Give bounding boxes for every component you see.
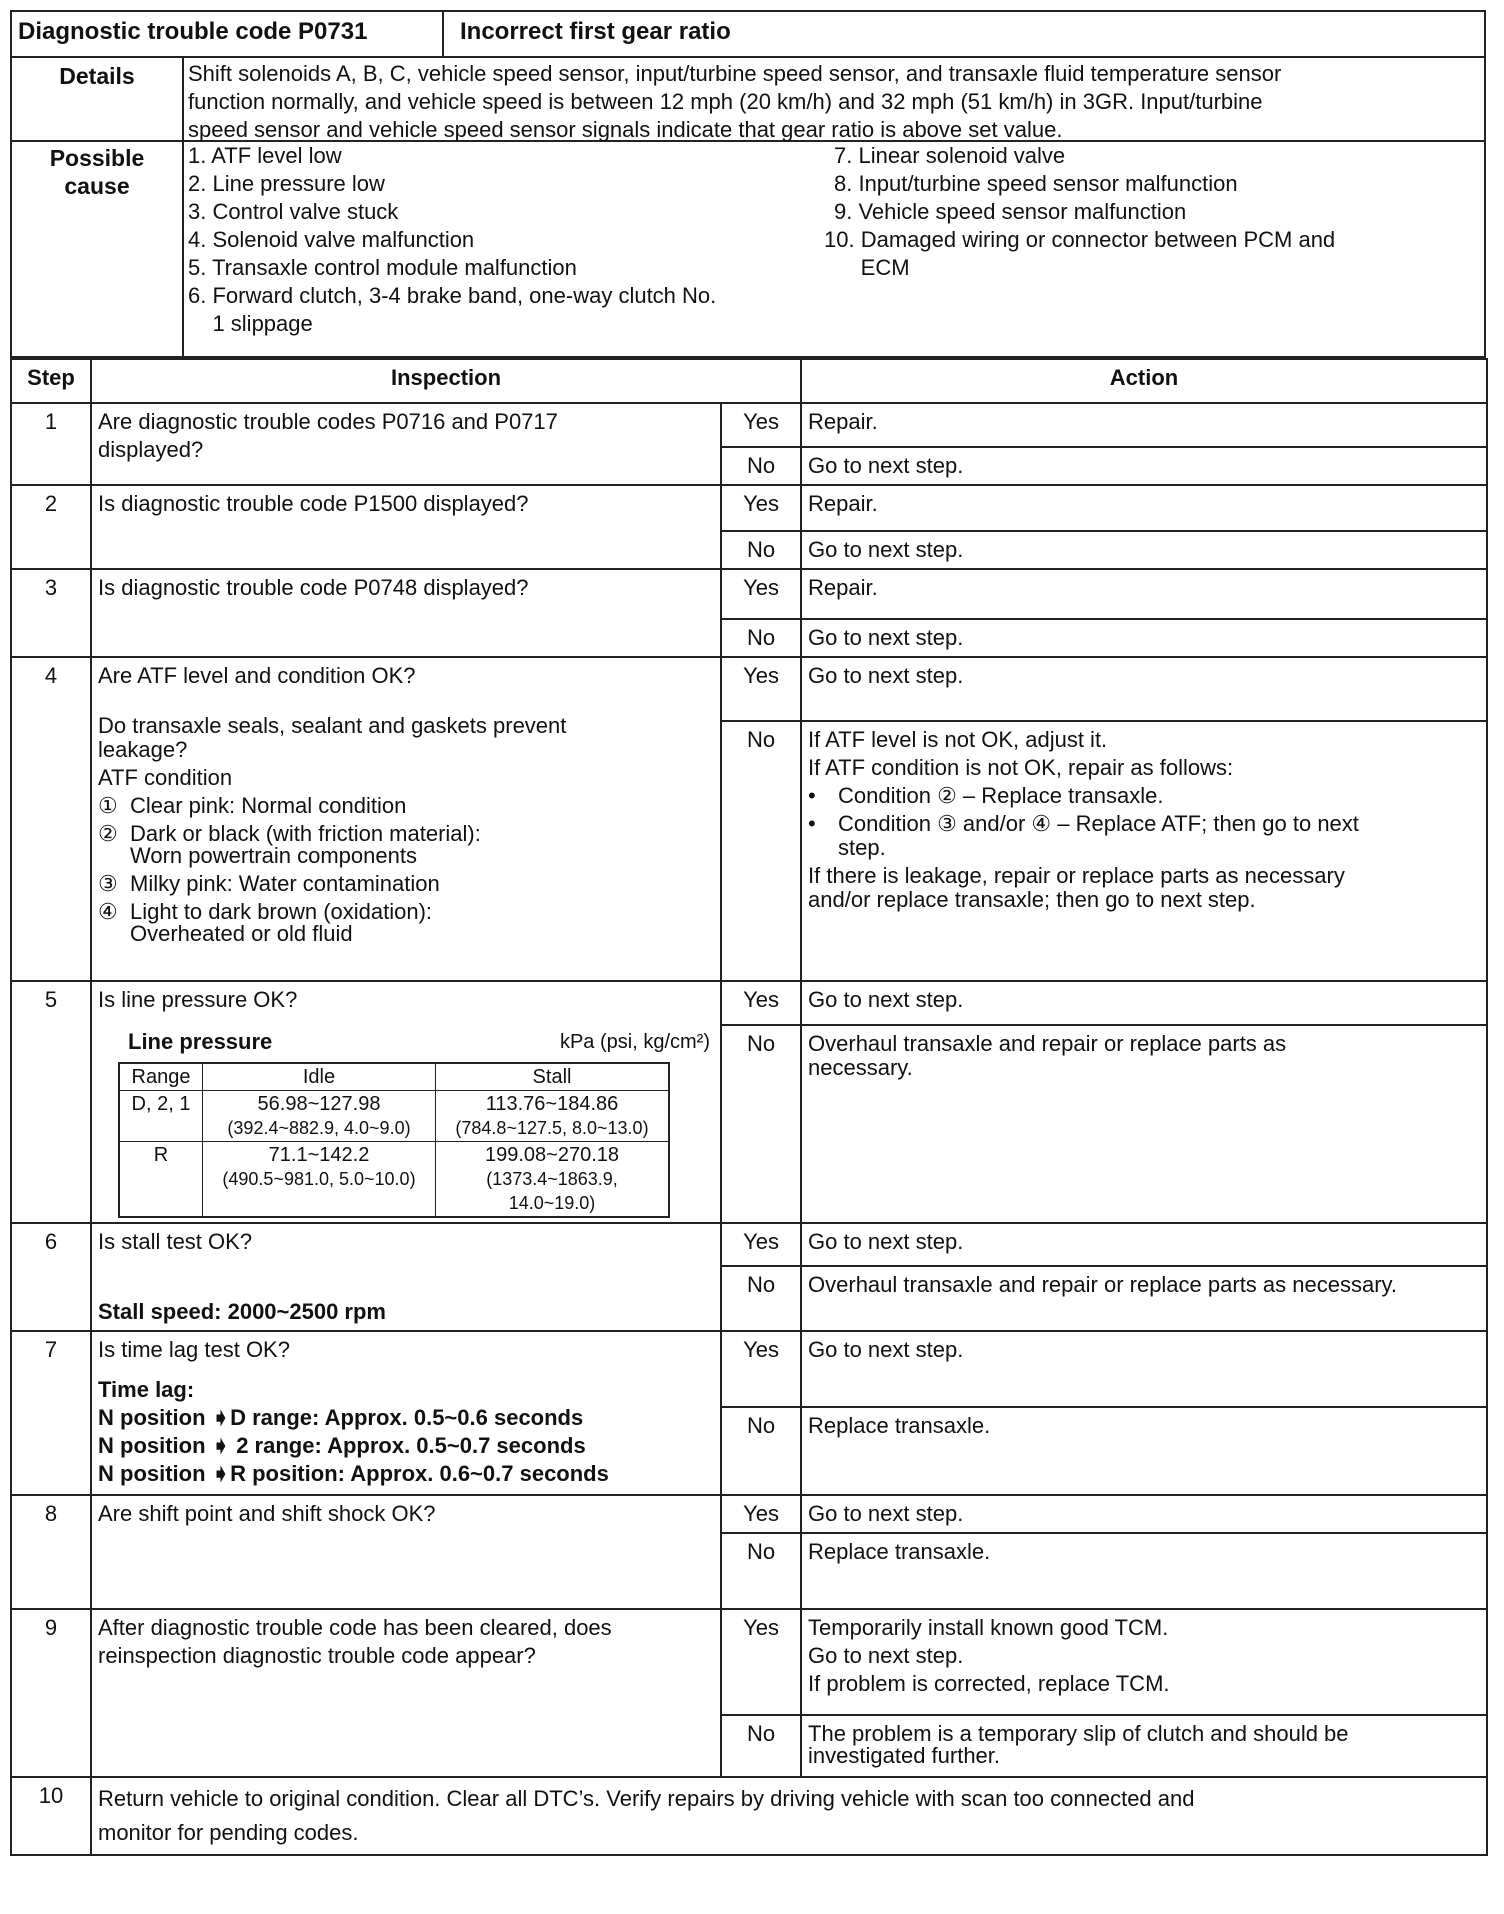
step-number: 9 [11,1609,91,1777]
dtc-code: Diagnostic trouble code P0731 [12,12,444,56]
action-yes: Repair. [801,569,1487,619]
action-bullet-item: • Condition ③ and/or ④ – Replace ATF; then go to next [808,811,1359,836]
possible-cause-label-line: Possible [49,145,145,171]
details-label: Details [59,63,135,89]
yes-label: Yes [721,403,801,447]
possible-cause-divider [182,142,184,356]
cause-item: 5. Transaxle control module malfunction [188,255,577,280]
step-number: 1 [11,403,91,485]
cause-item: 1. ATF level low [188,143,342,168]
action-no [801,1715,1487,1777]
action-text: Overhaul transaxle and repair or replace parts as [808,1031,1287,1056]
yes-label: Yes [721,485,801,531]
inspection-text: After diagnostic trouble code has been cleared, does [98,1615,612,1640]
action-text: and/or replace transaxle; then go to next step. [808,887,1256,912]
action-yes: Go to next step. [801,1495,1487,1533]
no-label: No [721,531,801,569]
atf-condition-item: ① Clear pink: Normal condition [98,793,407,818]
action-text: If ATF condition is not OK, repair as follows: [808,755,1234,780]
action-yes: Go to next step. [801,657,1487,721]
details-divider [182,58,184,140]
cause-item: 6. Forward clutch, 3-4 brake band, one-way clutch No. [188,283,717,308]
line-pressure-table [118,1062,670,1218]
atf-condition-item: ② Dark or black (with friction material): [98,821,481,846]
cause-list-right [824,142,1335,282]
inspection-cell [91,981,721,1223]
table-row [11,1223,1487,1266]
inspection-text: Is line pressure OK? [98,987,298,1012]
inspection-cell [91,1223,721,1331]
atf-condition-title: ATF condition [98,765,233,790]
cause-item: 1 slippage [188,311,313,336]
action-yes: Go to next step. [801,1223,1487,1266]
yes-label: Yes [721,657,801,721]
lp-header-cell: Stall [436,1063,670,1091]
lp-header-cell: Range [119,1063,203,1091]
step-number: 2 [11,485,91,569]
inspection-text: Do transaxle seals, sealant and gaskets prevent [98,713,567,738]
yes-label: Yes [721,1223,801,1266]
no-label: No [721,1266,801,1331]
cause-item: 9. Vehicle speed sensor malfunction [834,199,1187,224]
atf-condition-detail: Overheated or old fluid [130,921,353,946]
action-text: step. [838,835,886,860]
action-text: Go to next step. [808,1643,964,1668]
inspection-cell [91,657,721,981]
inspection-text: reinspection diagnostic trouble code appear? [98,1643,536,1668]
action-no [801,721,1487,981]
lp-row [119,1142,669,1218]
yes-label: Yes [721,1495,801,1533]
action-no: Go to next step. [801,619,1487,657]
no-label: No [721,721,801,981]
details-section [10,58,1486,142]
action-text: investigated further. [808,1743,1001,1768]
table-row [11,1777,1487,1855]
cause-item: 10. Damaged wiring or connector between PCM and [824,227,1336,252]
lp-stall: 199.08~270.18 (1373.4~1863.9, 14.0~19.0) [436,1142,670,1218]
action-no [801,1025,1487,1223]
cause-item: 7. Linear solenoid valve [834,143,1066,168]
table-row [11,403,1487,447]
step-number: 3 [11,569,91,657]
no-label: No [721,447,801,485]
table-row [11,981,1487,1025]
inspection-text: Is diagnostic trouble code P0748 displayed? [91,569,721,657]
table-row [11,485,1487,531]
details-text [188,60,1281,144]
inspection-cell [91,1609,721,1777]
inspection-text: displayed? [98,437,204,462]
inspection-text: Is time lag test OK? [98,1337,290,1362]
step-number: 6 [11,1223,91,1331]
atf-condition-detail: Worn powertrain components [130,843,417,868]
action-text: If ATF level is not OK, adjust it. [808,727,1108,752]
lp-header-cell: Idle [203,1063,436,1091]
diagnostic-sheet [10,10,1490,1900]
inspection-text: Is stall test OK? [98,1229,253,1254]
time-lag-line: N position ➧R position: Approx. 0.6~0.7 seconds [98,1461,609,1486]
cause-list-left [188,142,716,338]
cause-item: 3. Control valve stuck [188,199,399,224]
step-number: 4 [11,657,91,981]
final-step-line: Return vehicle to original condition. Clear all DTC’s. Verify repairs by driving vehicle with scan too connected and [98,1786,1195,1811]
action-text: If there is leakage, repair or replace parts as necessary [808,863,1345,888]
no-label: No [721,1407,801,1495]
inspection-text: Are diagnostic trouble codes P0716 and P0717 [98,409,558,434]
details-line: function normally, and vehicle speed is between 12 mph (20 km/h) and 32 mph (51 km/h) in 3GR. Input/turbine [188,89,1263,114]
action-yes: Repair. [801,403,1487,447]
action-yes: Go to next step. [801,1331,1487,1407]
yes-label: Yes [721,1331,801,1407]
cause-item: 8. Input/turbine speed sensor malfunction [834,171,1238,196]
step-number: 5 [11,981,91,1223]
action-yes: Go to next step. [801,981,1487,1025]
action-no: Replace transaxle. [801,1407,1487,1495]
yes-label: Yes [721,569,801,619]
no-label: No [721,1533,801,1609]
time-lag-line: N position ➧ 2 range: Approx. 0.5~0.7 seconds [98,1433,586,1458]
stall-speed-note: Stall speed: 2000~2500 rpm [98,1299,386,1324]
inspection-text: leakage? [98,737,188,762]
action-no: Go to next step. [801,447,1487,485]
step-number: 7 [11,1331,91,1495]
cause-item: 4. Solenoid valve malfunction [188,227,475,252]
no-label: No [721,1715,801,1777]
inspection-column-header: Inspection [91,359,801,403]
action-no: Overhaul transaxle and repair or replace parts as necessary. [801,1266,1487,1331]
no-label: No [721,619,801,657]
details-line: speed sensor and vehicle speed sensor signals indicate that gear ratio is above set value. [188,117,1063,142]
table-row [11,1495,1487,1533]
yes-label: Yes [721,1609,801,1715]
lp-range: D, 2, 1 [119,1091,203,1142]
lp-stall: 113.76~184.86 (784.8~127.5, 8.0~13.0) [436,1091,670,1142]
inspection-text: Are shift point and shift shock OK? [91,1495,721,1609]
lp-idle: 56.98~127.98 (392.4~882.9, 4.0~9.0) [203,1091,436,1142]
time-lag-title: Time lag: [98,1377,195,1402]
lp-header-row [119,1063,669,1091]
cause-item: 2. Line pressure low [188,171,385,196]
details-line: Shift solenoids A, B, C, vehicle speed sensor, input/turbine speed sensor, and transaxle fluid temperature sensor [188,61,1282,86]
atf-condition-item: ④ Light to dark brown (oxidation): [98,899,433,924]
table-row [11,569,1487,619]
action-no: Replace transaxle. [801,1533,1487,1609]
action-text: Temporarily install known good TCM. [808,1615,1169,1640]
table-row [11,1331,1487,1407]
line-pressure-title: Line pressure [128,1029,273,1054]
action-text: If problem is corrected, replace TCM. [808,1671,1170,1696]
steps-header-row [11,359,1487,403]
line-pressure-unit: kPa (psi, kg/cm²) [559,1031,710,1053]
yes-label: Yes [721,981,801,1025]
possible-cause-label [12,144,182,200]
action-no: Go to next step. [801,531,1487,569]
step-column-header: Step [11,359,91,403]
final-step-line: monitor for pending codes. [98,1820,359,1845]
action-column-header: Action [801,359,1487,403]
line-pressure-heading [98,1028,714,1058]
cause-item: ECM [824,255,910,280]
no-label: No [721,1025,801,1223]
action-bullet-item: • Condition ② – Replace transaxle. [808,783,1164,808]
action-yes: Repair. [801,485,1487,531]
table-row [11,657,1487,721]
dtc-description: Incorrect first gear ratio [460,18,731,45]
possible-cause-section [10,142,1486,358]
step-number: 10 [11,1777,91,1855]
possible-cause-label-line: cause [64,173,130,199]
table-row [11,1609,1487,1715]
action-yes [801,1609,1487,1715]
lp-row [119,1091,669,1142]
inspection-cell [91,403,721,485]
steps-table [10,358,1488,1856]
lp-range: R [119,1142,203,1218]
dtc-header [10,10,1486,58]
step-number: 8 [11,1495,91,1609]
action-text: The problem is a temporary slip of clutch and should be [808,1721,1349,1746]
time-lag-line: N position ➧D range: Approx. 0.5~0.6 seconds [98,1405,584,1430]
inspection-cell [91,1331,721,1495]
lp-idle: 71.1~142.2 (490.5~981.0, 5.0~10.0) [203,1142,436,1218]
atf-condition-item: ③ Milky pink: Water contamination [98,871,440,896]
action-text: necessary. [808,1055,913,1080]
inspection-text: Are ATF level and condition OK? [98,663,416,688]
final-step-text [91,1777,1487,1855]
inspection-text: Is diagnostic trouble code P1500 displayed? [91,485,721,569]
